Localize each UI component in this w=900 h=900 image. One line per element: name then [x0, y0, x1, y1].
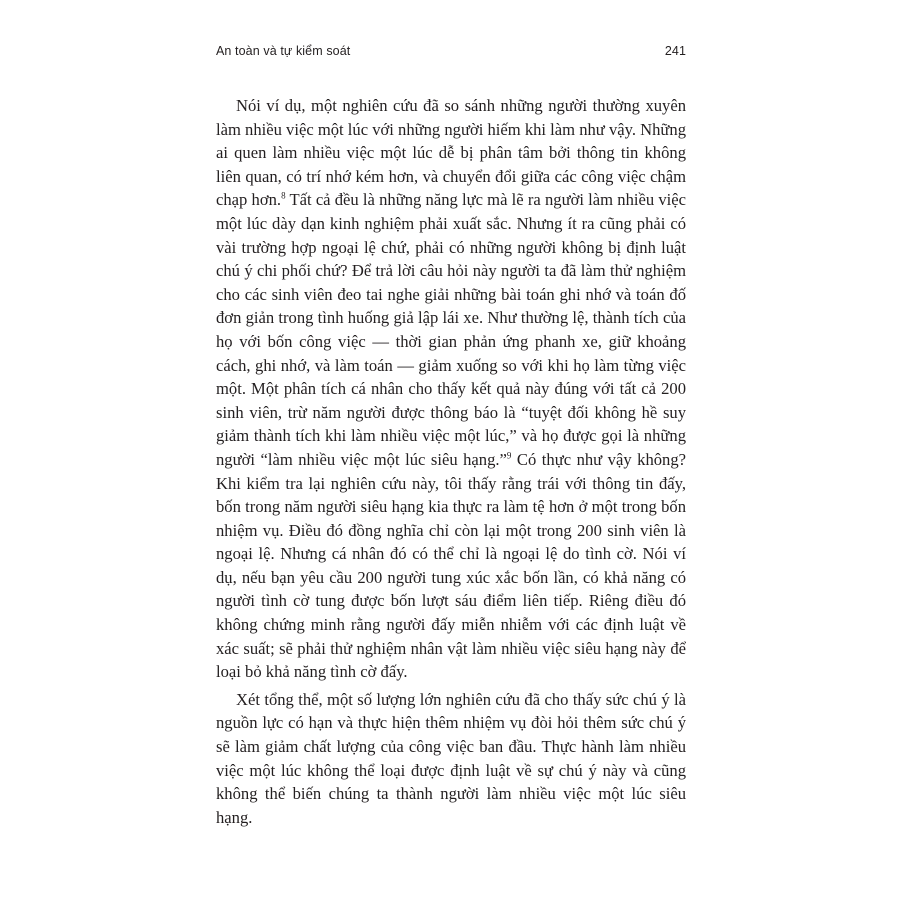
page-number: 241 [664, 44, 686, 58]
footnote-ref-9[interactable]: 9 [506, 450, 512, 461]
running-title: An toàn và tự kiểm soát [216, 44, 351, 58]
paragraph-1 [216, 94, 686, 684]
running-header [216, 44, 686, 64]
paragraph-1-part-3: Có thực như vậy không? Khi kiểm tra lại nghiên cứu này, tôi thấy rằng trái với thông tin đấy, bốn trong năm người siêu hạng kia thực ra làm tệ hơn ở một trong bốn nhiệm vụ. Điều đó đồng nghĩa chỉ còn lại một trong 200 sinh viên là ngoại lệ. Nhưng cá nhân đó có thể chỉ là ngoại lệ do tình cờ. Nói ví dụ, nếu bạn yêu cầu 200 người tung xúc xắc bốn lần, có khả năng có người tình cờ tung được bốn lượt sáu điểm liên tiếp. Riêng điều đó không chứng minh rằng người đấy miễn nhiễm với các định luật về xác suất; sẽ phải thử nghiệm nhân vật làm nhiều việc siêu hạng này để loại bỏ khả năng tình cờ đấy. [216, 449, 686, 682]
paragraph-1-part-2: Tất cả đều là những năng lực mà lẽ ra người làm nhiều việc một lúc dày dạn kinh nghiệm phải xuất sắc. Nhưng ít ra cũng phải có vài trường hợp ngoại lệ chứ, phải có những người không bị định luật chú ý chi phối chứ? Để trả lời câu hỏi này người ta đã làm thử nghiệm cho các sinh viên đeo tai nghe giải những bài toán ghi nhớ và toán đố đơn giản trong tình huống giả lập lái xe. Như thường lệ, thành tích của họ với bốn công việc — thời gian phản ứng phanh xe, giữ khoảng cách, ghi nhớ, và làm toán — giảm xuống so với khi họ làm từng việc một. Một phân tích cá nhân cho thấy kết quả này đúng với tất cả 200 sinh viên, trừ năm người được thông báo là “tuyệt đối không hề suy giảm thành tích khi làm nhiều việc một lúc,” và họ được gọi là những người “làm nhiều việc một lúc siêu hạng.” [216, 190, 686, 469]
body-text [216, 94, 686, 829]
paragraph-1-part-1: Nói ví dụ, một nghiên cứu đã so sánh những người thường xuyên làm nhiều việc một lúc với những người hiếm khi làm như vậy. Những ai quen làm nhiều việc một lúc dễ bị phân tâm bởi thông tin không liên quan, có trí nhớ kém hơn, và chuyển đổi giữa các công việc chậm chạp hơn. [216, 96, 686, 210]
paragraph-2: Xét tổng thể, một số lượng lớn nghiên cứu đã cho thấy sức chú ý là nguồn lực có hạn và thực hiện thêm nhiệm vụ đòi hỏi thêm sức chú ý sẽ làm giảm chất lượng của công việc ban đầu. Thực hành làm nhiều việc một lúc không thể loại được định luật về sự chú ý này và cũng không thể biến chúng ta thành người làm nhiều việc một lúc siêu hạng. [216, 689, 686, 827]
footnote-ref-8[interactable]: 8 [281, 190, 286, 201]
